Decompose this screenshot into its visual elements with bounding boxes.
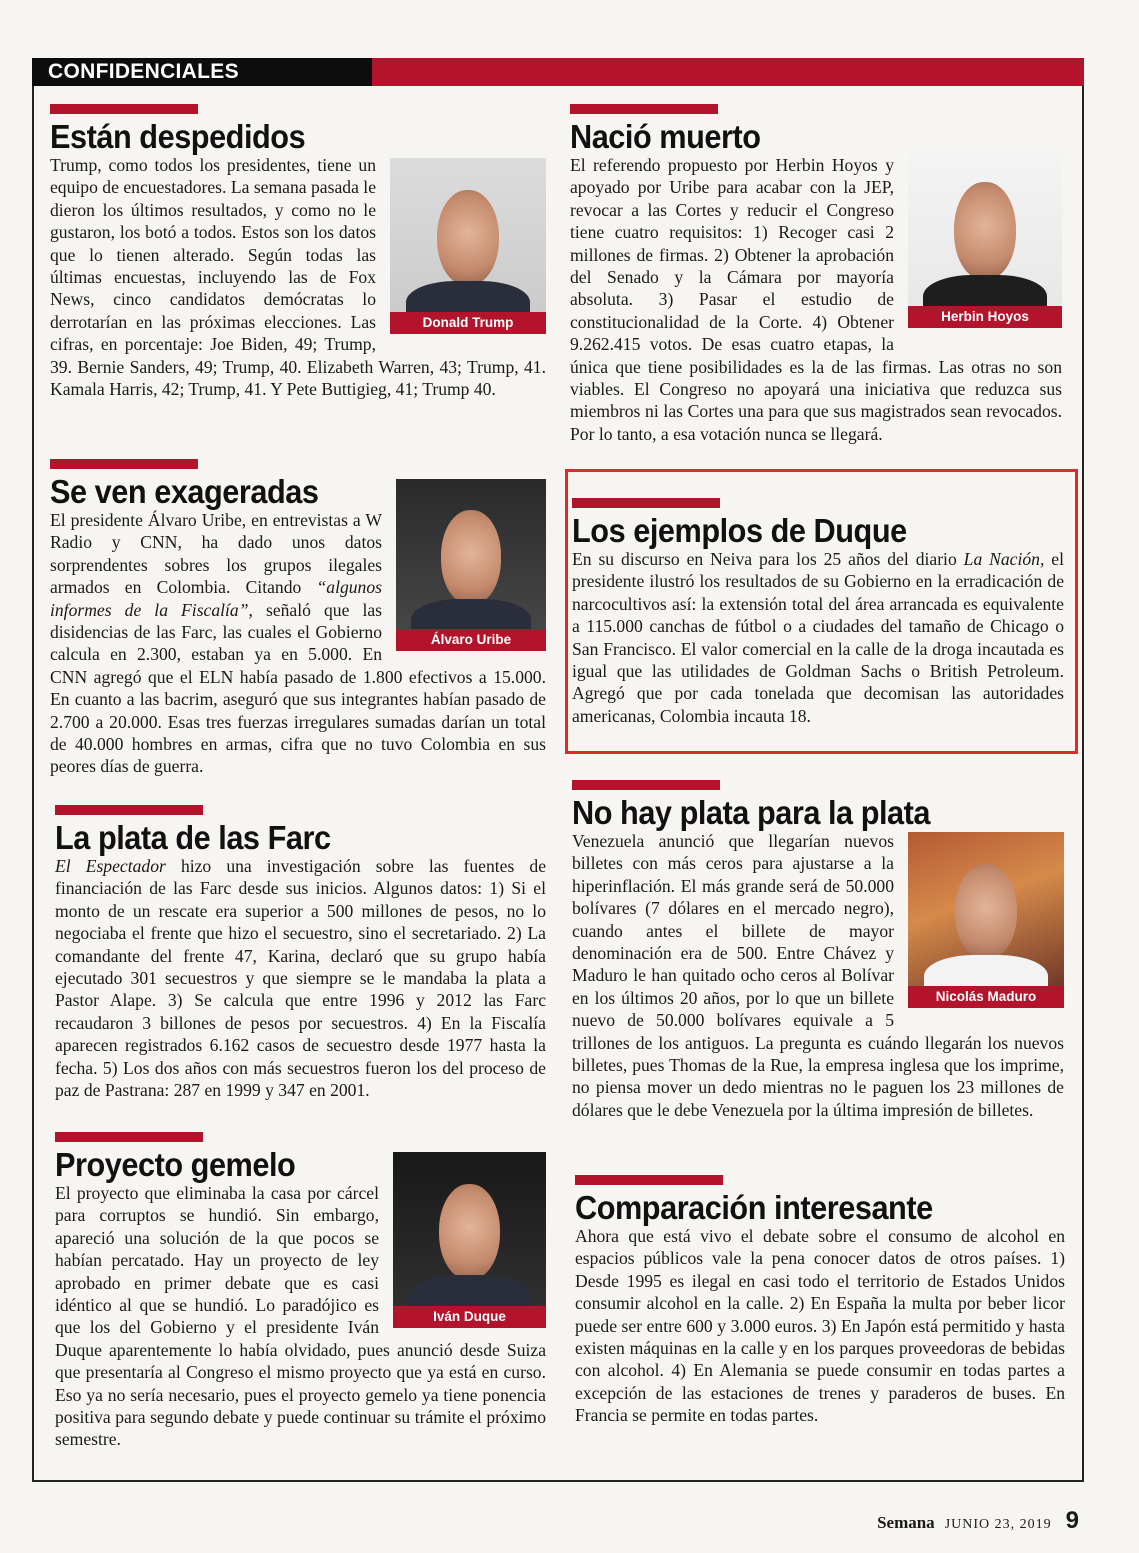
photo-nicolas-maduro xyxy=(908,832,1064,1008)
section-header xyxy=(32,58,1084,86)
photo-donald-trump xyxy=(390,158,546,334)
article-plata xyxy=(572,780,1064,1121)
article-nacio-muerto xyxy=(570,104,1062,445)
article-body: Trump, como todos los presidentes, tiene un equipo de encuestadores. La semana pasada le dieron los últimos resultados, y como no le gustaron, los botó a todos. Estos son los datos que lo tienen alterado. Según todas las últimas encuestas, incluyendo las de Fox News, cinco candidatos demócratas lo derrotarían en las próximas elecciones. Las cifras, en porcentaje: Joe Biden, 49; Trump, 39. Bernie Sanders, 49; Trump, 40. Elizabeth Warren, 43; Trump, 41. Kamala Harris, 42; Trump, 41. Y Pete Buttigieg, 41; Trump 40. xyxy=(50,155,546,400)
photo-herbin-hoyos xyxy=(908,150,1062,328)
body-italic: La Nación xyxy=(963,549,1040,569)
photo-ivan-duque xyxy=(393,1152,546,1328)
article-title: Los ejemplos de Duque xyxy=(572,512,907,549)
photo-caption: Herbin Hoyos xyxy=(908,306,1062,328)
article-title: Comparación interesante xyxy=(575,1189,933,1226)
article-body: Ahora que está vivo el debate sobre el consumo de alcohol en espacios públicos vale la pena conocer datos de otros países. 1) Desde 1995 es ilegal en casi todo el territorio de Estados Unidos consumir alcohol en la calle. 2) En España la multa por beber licor puede ser entre 600 y 3.000 euros. 3) En Japón está permitido y hasta existen máquinas en la calle y en los parques proveedoras de bebidas con alcohol. 4) En Alemania se puede consumir en todas partes a excepción de las estaciones de trenes y paraderos de buses. En Francia se permite en todas partes. xyxy=(575,1226,1065,1426)
section-title: CONFIDENCIALES xyxy=(48,60,239,83)
article-body xyxy=(572,548,1064,727)
portrait-face xyxy=(441,510,501,605)
page-footer xyxy=(877,1507,1079,1535)
article-ejemplos-duque xyxy=(572,498,1064,727)
frame-bottom-rule xyxy=(32,1480,1084,1482)
page-number: 9 xyxy=(1065,1507,1079,1534)
article-accent-bar xyxy=(570,104,718,114)
article-body xyxy=(55,855,546,1101)
portrait-face xyxy=(955,864,1017,961)
portrait-face xyxy=(954,182,1016,280)
portrait-face xyxy=(439,1184,500,1281)
body-text: , señaló que las disidencias de las Farc, las cuales el Gobierno calcula en 2.300, estaban ya en 5.000. En CNN agregó que el ELN había pasado de 1.800 efectivos a 15.000. En cuanto a las bacrim, aseguró que sus integrantes habían pasado de 2.700 a 20.000. Esas tres fuerzas irregulares sumadas darían un total de 40.000 hombres en armas, cifra que no tuvo Colombia en sus peores días de guerra. xyxy=(50,599,546,777)
photo-caption: Donald Trump xyxy=(390,312,546,334)
article-accent-bar xyxy=(572,780,720,790)
frame-right-rule xyxy=(1082,86,1084,1482)
article-comparacion xyxy=(575,1175,1065,1427)
photo-caption: Nicolás Maduro xyxy=(908,986,1064,1008)
issue-date: JUNIO 23, 2019 xyxy=(944,1517,1052,1532)
article-accent-bar xyxy=(55,805,203,815)
article-accent-bar xyxy=(50,459,198,469)
photo-caption: Álvaro Uribe xyxy=(396,629,546,651)
frame-left-rule xyxy=(32,86,34,1482)
article-gemelo xyxy=(55,1132,546,1451)
article-title: Proyecto gemelo xyxy=(55,1146,296,1183)
article-accent-bar xyxy=(55,1132,203,1142)
article-body: El referendo propuesto por Herbin Hoyos y apoyado por Uribe para acabar con la JEP, revocar a las Cortes y reducir el Congreso tiene cuatro requisitos: 1) Recoger casi 2 millones de firmas. 2) Obtener la aprobación del Senado y la Cámara por mayoría absoluta. 3) Pasar el estudio de constitucionalidad de la Corte. 4) Obtener 9.262.415 votos. De esas cuatro etapas, la única que tiene posibilidades es la de las firmas. Las otras no son viables. El Congreso no apoyará una iniciativa que reduzca sus miembros ni las Cortes una para que sus magistrados sean revocados. Por lo tanto, a esa votación nunca se llegará. xyxy=(570,155,1062,444)
article-exageradas xyxy=(50,459,546,778)
article-title: La plata de las Farc xyxy=(55,819,331,856)
body-italic: El Espectador xyxy=(55,856,166,876)
section-header-red-band xyxy=(372,58,1084,86)
photo-alvaro-uribe xyxy=(396,479,546,651)
article-accent-bar xyxy=(575,1175,723,1185)
article-farc xyxy=(55,805,546,1101)
article-title: Nació muerto xyxy=(570,118,761,155)
portrait-face xyxy=(437,190,499,287)
article-body: El proyecto que eliminaba la casa por cárcel para corruptos se hundió. Sin embargo, apareció una solución de la que pocos se habían percatado. Hay un proyecto de ley aprobado en primer debate que es casi idéntico al que se hundió. Lo paradójico es que los del Gobierno y el presidente Iván Duque aparentemente lo había olvidado, pues anunció desde Suiza que presentaría al Congreso el mismo proyecto que ya está en curso. Eso ya no sería necesario, pues el proyecto gemelo ya tiene ponencia positiva para segundo debate y puede continuar su trámite el próximo semestre. xyxy=(55,1183,546,1450)
article-title: No hay plata para la plata xyxy=(572,794,931,831)
body-text: En su discurso en Neiva para los 25 años del diario xyxy=(572,549,964,569)
article-title: Están despedidos xyxy=(50,118,306,155)
article-body: Venezuela anunció que llegarían nuevos billetes con más ceros para ajustarse a la hiperinflación. El más grande será de 50.000 bolívares (7 dólares en el mercado negro), cuando antes el billete de mayor denominación era de 500. Entre Chávez y Maduro le han quitado ocho ceros al Bolívar en los últimos 20 años, por lo que un billete nuevo de 50.000 bolívares equivale a 5 trillones de los antiguos. La pregunta es cuándo llegarán los nuevos billetes, pues Thomas de la Rue, la empresa inglesa que los imprime, no piensa mover un dedo mientras no le paguen los 23 millones de dólares que le debe Venezuela por la última impresión de billetes. xyxy=(572,831,1064,1120)
body-text: hizo una investigación sobre las fuentes de financiación de las Farc desde sus inicios. Algunos datos: 1) Si el monto de un rescate era superior a 500 millones de pesos, no lo negociaba el frente que hizo el secuestro, sino el secretariado. 2) La comandante del frente 47, Karina, declaró que su grupo había ejecutado 301 secuestros y que siempre se le mandaba la plata a Pastor Alape. 3) Se calcula que entre 1996 y 2012 las Farc recaudaron 3 billones de pesos por secuestros. 4) En la Fiscalía aparecen registrados 6.162 casos de secuestro desde 1977 hasta la fecha. 5) Los dos años con más secuestros fueron los del proceso de paz de Pastrana: 287 en 1999 y 347 en 2001. xyxy=(55,856,547,1101)
magazine-name: Semana xyxy=(877,1513,935,1532)
body-text: El presidente Álvaro Uribe, en entrevistas a W Radio y CNN, ha dado unos datos sorprendentes sobres los grupos ilegales armados en Colombia. Citando xyxy=(50,510,382,598)
article-despedidos xyxy=(50,104,546,400)
body-text: , el presidente ilustró los resultados de su Gobierno en la erradicación de narcocultivos así: la extensión total del área arrancada es equivalente a 115.000 canchas de fútbol o a ciudades del tamaño de Chicago o San Francisco. El valor comercial en la calle de la droga incautada es igual que las utilidades de Goldman Sachs o British Petroleum. Agregó que por cada tonelada que decomisan las autoridades americanas, Colombia incauta 18. xyxy=(572,549,1064,726)
article-accent-bar xyxy=(50,104,198,114)
photo-caption: Iván Duque xyxy=(393,1306,546,1328)
article-accent-bar xyxy=(572,498,720,508)
article-title: Se ven exageradas xyxy=(50,473,319,510)
body-italic: “algunos informes de la Fiscalía” xyxy=(50,577,382,620)
